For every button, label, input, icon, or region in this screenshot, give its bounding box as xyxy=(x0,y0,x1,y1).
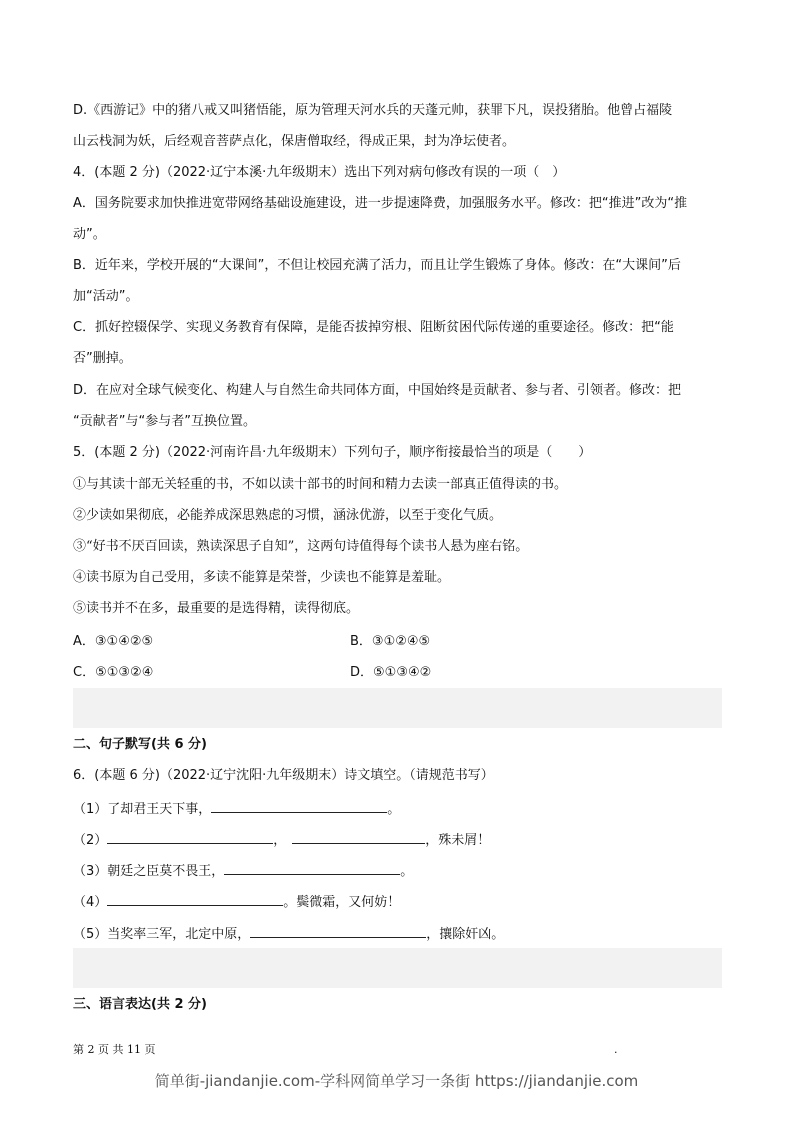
q4-option-a-line1: A．国务院要求加快推进宽带网络基础设施建设，进一步提速降费，加强服务水平。修改：把“推进”改为“推 xyxy=(73,196,688,211)
answer-area-shading-1 xyxy=(73,688,722,728)
question-4-stem: 4．(本题 2 分)（2022·辽宁本溪·九年级期末）选出下列对病句修改有误的一项（ ） xyxy=(73,165,566,180)
q6-item-3 xyxy=(73,862,413,880)
fill-blank[interactable] xyxy=(292,831,425,844)
q5-option-b: B．③①②④⑤ xyxy=(350,634,431,649)
q5-option-d: D．⑤①③④② xyxy=(350,665,432,680)
q6-item-2-end: ，殊未屑！ xyxy=(425,833,491,848)
fill-blank[interactable] xyxy=(107,893,283,906)
fill-blank[interactable] xyxy=(107,831,273,844)
q5-sentence-5: ⑤读书并不在多，最重要的是选得精，读得彻底。 xyxy=(73,601,360,616)
q6-item-4-text: （4） xyxy=(73,895,108,910)
page-number: 第 2 页 共 11 页 xyxy=(73,1043,156,1056)
q5-sentence-1: ①与其读十部无关轻重的书，不如以读十部书的时间和精力去读一部真正值得读的书。 xyxy=(73,477,568,492)
q6-item-4 xyxy=(73,893,400,911)
q6-item-2-text: （2） xyxy=(73,833,108,848)
q4-option-d-line1: D．在应对全球气候变化、构建人与自然生命共同体方面，中国始终是贡献者、参与者、引领者。修改：把 xyxy=(73,383,682,398)
footer-dot: . xyxy=(614,1043,618,1056)
q3-option-d-line2: 山云栈洞为妖，后经观音菩萨点化，保唐僧取经，得成正果，封为净坛使者。 xyxy=(73,134,516,149)
q6-item-1 xyxy=(73,800,400,818)
q5-sentence-3: ③“好书不厌百回读，熟读深思子自知”，这两句诗值得每个读书人悬为座右铭。 xyxy=(73,539,529,554)
q6-item-5 xyxy=(73,925,504,943)
fill-blank[interactable] xyxy=(250,925,426,938)
q3-option-d-line1: D.《西游记》中的猪八戒又叫猪悟能，原为管理天河水兵的天蓬元帅，获罪下凡，误投猪胎。他曾占福陵 xyxy=(73,103,673,118)
question-6-stem: 6．(本题 6 分)（2022·辽宁沈阳·九年级期末）诗文填空。（请规范书写） xyxy=(73,768,494,783)
q4-option-c-line2: 否”删掉。 xyxy=(73,351,132,366)
q4-option-d-line2: “贡献者”与“参与者”互换位置。 xyxy=(73,414,256,429)
q6-item-1-end: 。 xyxy=(387,802,401,817)
q5-option-c: C．⑤①③②④ xyxy=(73,665,154,680)
answer-area-shading-2 xyxy=(73,948,722,988)
section-3-heading: 三、语言表达(共 2 分) xyxy=(73,997,207,1012)
q6-item-5-text: （5）当奖率三军，北定中原， xyxy=(73,927,251,942)
q4-option-a-line2: 动”。 xyxy=(73,227,106,242)
watermark: 简单街-jiandanjie.com-学科网简单学习一条街 https://jiandanjie.com xyxy=(154,1072,639,1090)
q6-item-2-mid: ， xyxy=(273,833,287,848)
q6-item-3-end: 。 xyxy=(400,864,414,879)
fill-blank[interactable] xyxy=(224,862,400,875)
question-5-stem: 5．(本题 2 分)（2022·河南许昌·九年级期末）下列句子，顺序衔接最恰当的项是（ ） xyxy=(73,445,592,460)
q6-item-4-end: 。鬓微霜，又何妨！ xyxy=(283,895,401,910)
q6-item-5-end: ，攘除奸凶。 xyxy=(426,927,505,942)
q6-item-2 xyxy=(73,831,490,849)
q6-item-1-text: （1）了却君王天下事， xyxy=(73,802,212,817)
fill-blank[interactable] xyxy=(211,800,387,813)
section-2-heading: 二、句子默写(共 6 分) xyxy=(73,737,207,752)
q4-option-b-line2: 加“活动”。 xyxy=(73,289,139,304)
q4-option-b-line1: B．近年来，学校开展的“大课间”，不但让校园充满了活力，而且让学生锻炼了身体。修改：在“大课间”后 xyxy=(73,258,681,273)
q4-option-c-line1: C．抓好控辍保学、实现义务教育有保障，是能否拔掉穷根、阻断贫困代际传递的重要途径。修改：把“能 xyxy=(73,320,674,335)
q5-sentence-2: ②少读如果彻底，必能养成深思熟虑的习惯，涵泳优游，以至于变化气质。 xyxy=(73,508,503,523)
q6-item-3-text: （3）朝廷之臣莫不畏王， xyxy=(73,864,225,879)
q5-sentence-4: ④读书原为自己受用，多读不能算是荣誉，少读也不能算是羞耻。 xyxy=(73,570,451,585)
q5-option-a: A．③①④②⑤ xyxy=(73,634,154,649)
